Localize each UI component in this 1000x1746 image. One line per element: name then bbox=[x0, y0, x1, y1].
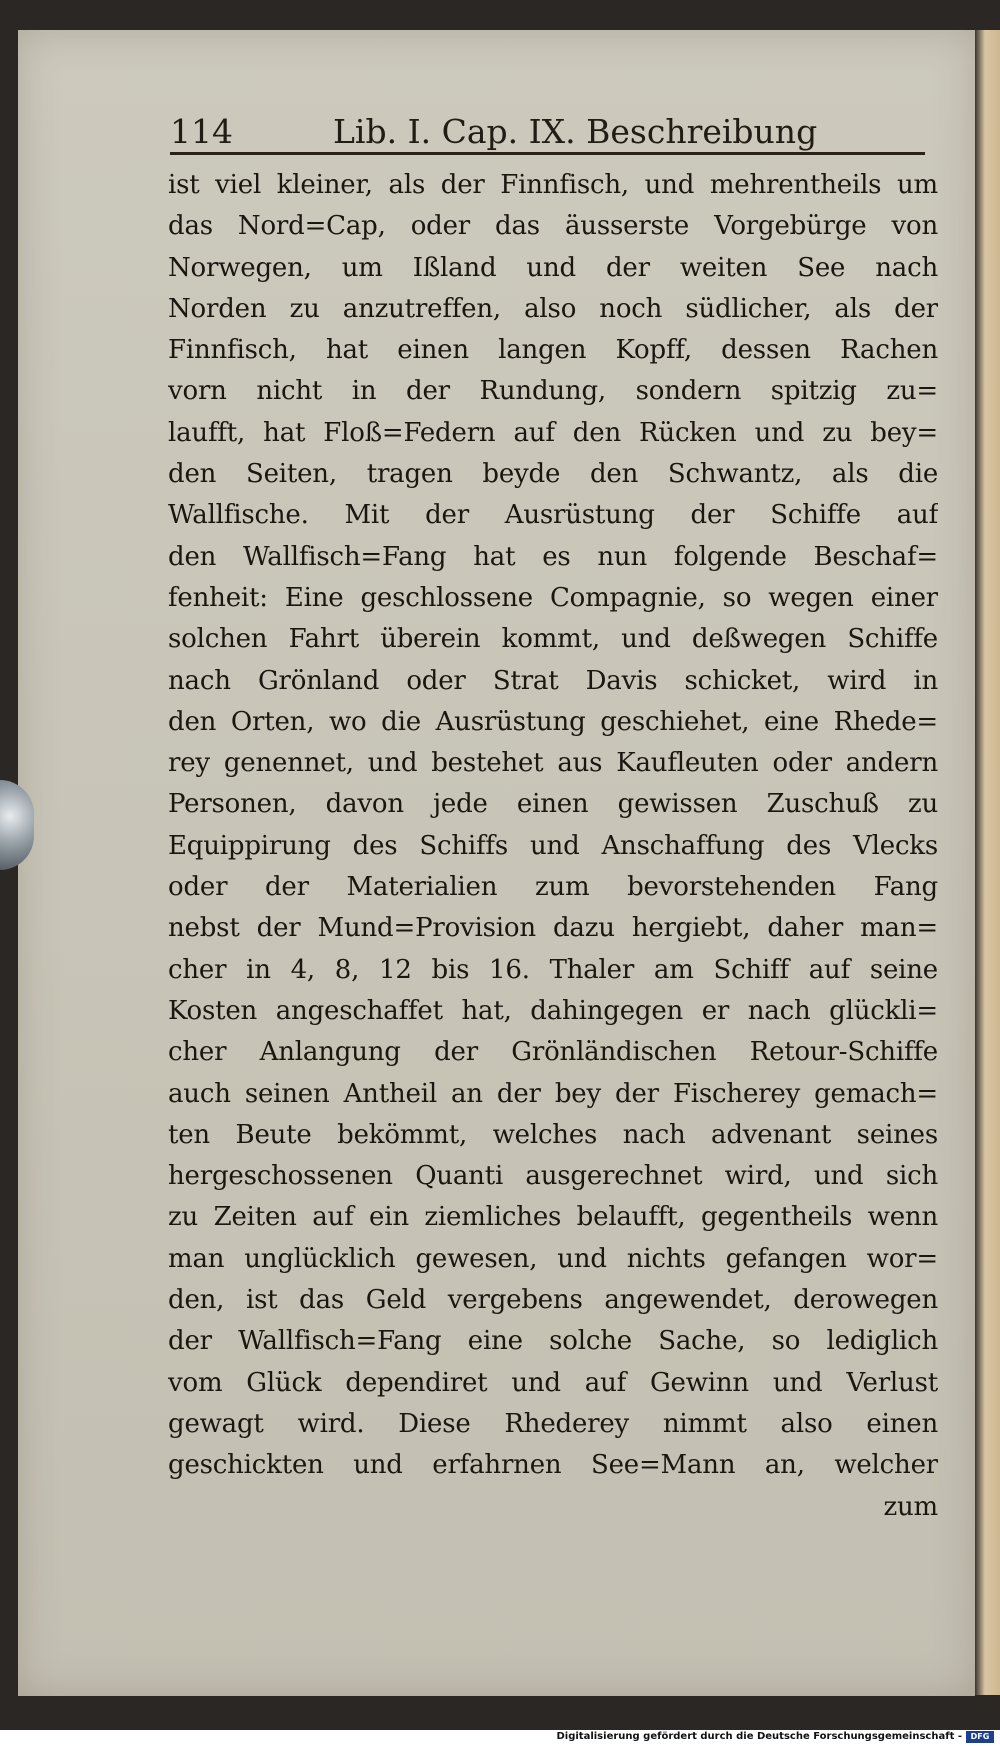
text-line: Norden zu anzutreffen, also noch südlicher, als der bbox=[168, 293, 938, 324]
text-line: vom Glück dependiret und auf Gewinn und Verlust bbox=[168, 1367, 938, 1398]
page-number: 114 bbox=[170, 112, 233, 151]
text-line: vorn nicht in der Rundung, sondern spitzig zu= bbox=[168, 376, 938, 407]
text-line: fenheit: Eine geschlossene Compagnie, so wegen einer bbox=[168, 582, 938, 613]
text-line: solchen Fahrt überein kommt, und deßwegen Schiffe bbox=[168, 624, 938, 655]
text-line: den Orten, wo die Ausrüstung geschiehet, eine Rhede= bbox=[168, 706, 938, 737]
text-line: Kosten angeschaffet hat, dahingegen er nach glückli= bbox=[168, 995, 938, 1026]
text-line: Personen, davon jede einen gewissen Zuschuß zu bbox=[168, 789, 938, 820]
text-line: Equippirung des Schiffs und Anschaffung des Vlecks bbox=[168, 830, 938, 861]
text-line: oder der Materialien zum bevorstehenden Fang bbox=[168, 872, 938, 903]
text-line: den Seiten, tragen beyde den Schwantz, als die bbox=[168, 459, 938, 490]
catchword: zum bbox=[883, 1491, 938, 1522]
text-line: gewagt wird. Diese Rhederey nimmt also einen bbox=[168, 1408, 938, 1439]
header-rule bbox=[170, 152, 925, 155]
text-line: der Wallfisch=Fang eine solche Sache, so lediglich bbox=[168, 1326, 938, 1357]
text-line: den Wallfisch=Fang hat es nun folgende Beschaf= bbox=[168, 541, 938, 572]
text-line: nebst der Mund=Provision dazu hergiebt, daher man= bbox=[168, 913, 938, 944]
text-line: Norwegen, um Ißland und der weiten See nach bbox=[168, 252, 938, 283]
text-line: hergeschossenen Quanti ausgerechnet wird, und sich bbox=[168, 1161, 938, 1192]
text-line: ten Beute bekömmt, welches nach advenant seines bbox=[168, 1119, 938, 1150]
running-title: Lib. I. Cap. IX. Beschreibung bbox=[333, 112, 818, 151]
text-line: nach Grönland oder Strat Davis schicket, wird in bbox=[168, 665, 938, 696]
text-line: Wallfische. Mit der Ausrüstung der Schiffe auf bbox=[168, 500, 938, 531]
text-line: ist viel kleiner, als der Finnfisch, und mehrentheils um bbox=[168, 170, 938, 200]
body-text bbox=[168, 165, 938, 1528]
text-line: man unglücklich gewesen, und nichts gefangen wor= bbox=[168, 1243, 938, 1274]
text-line: rey genennet, und bestehet aus Kaufleuten oder andern bbox=[168, 748, 938, 779]
text-line: geschickten und erfahrnen See=Mann an, welcher bbox=[168, 1450, 938, 1481]
text-line: zu Zeiten auf ein ziemliches belaufft, gegentheils wenn bbox=[168, 1202, 938, 1233]
book-edge bbox=[975, 30, 1000, 1695]
text-line: cher Anlangung der Grönländischen Retour-Schiffe bbox=[168, 1037, 938, 1068]
text-line: auch seinen Antheil an der bey der Fischerey gemach= bbox=[168, 1078, 938, 1109]
text-line: den, ist das Geld vergebens angewendet, derowegen bbox=[168, 1285, 938, 1316]
text-line: das Nord=Cap, oder das äusserste Vorgebürge von bbox=[168, 211, 938, 242]
text-line: laufft, hat Floß=Federn auf den Rücken und zu bey= bbox=[168, 417, 938, 448]
dfg-logo: DFG bbox=[966, 1731, 994, 1743]
text-line: Finnfisch, hat einen langen Kopff, dessen Rachen bbox=[168, 335, 938, 366]
text-line: cher in 4, 8, 12 bis 16. Thaler am Schiff auf seine bbox=[168, 954, 938, 985]
funding-credit: Digitalisierung gefördert durch die Deutsche Forschungsgemeinschaft - bbox=[556, 1731, 962, 1742]
